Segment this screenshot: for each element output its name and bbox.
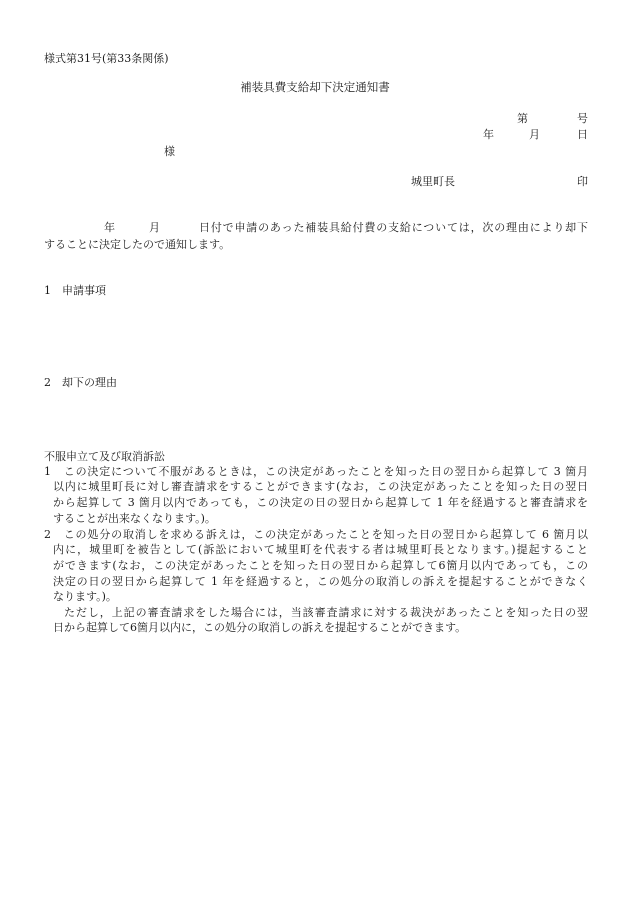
section-application-items: 1 申請事項	[44, 284, 106, 297]
date-year: 年	[483, 128, 494, 141]
appeal-item2-line5: なります。)。	[53, 590, 117, 603]
form-number: 様式第31号(第33条関係)	[44, 52, 169, 65]
appeal-proviso-line2: 日から起算して6箇月以内に，この処分の取消しの訴えを提起することができます。	[53, 621, 467, 634]
addressee-sama: 様	[164, 145, 175, 158]
intro-year: 年	[104, 221, 115, 234]
date-day: 日	[577, 128, 588, 141]
appeal-item1-line4: することが出来なくなります。)。	[53, 512, 216, 525]
appeal-item1-line2: 以内に城里町長に対し審査請求をすることができます(なお，この決定があったことを知った日の翌日	[53, 480, 588, 493]
document-title: 補装具費支給却下決定通知書	[240, 80, 390, 94]
doc-number-go: 号	[577, 112, 588, 125]
appeal-item1-line3: から起算して 3 箇月以内であっても，この決定の日の翌日から起算して 1 年を経過すると審査請求を	[53, 496, 588, 509]
appeal-item1-line1: 1 この決定について不服があるときは，この決定があったことを知った日の翌日から起算して 3 箇月	[44, 465, 588, 478]
section-rejection-reason: 2 却下の理由	[44, 376, 117, 389]
appeal-item2-line4: 決定の日の翌日から起算して 1 年を経過すると，この処分の取消しの訴えを提起することができなく	[53, 575, 588, 588]
date-month: 月	[529, 128, 540, 141]
intro-month: 月	[149, 221, 160, 234]
seal-mark: 印	[577, 175, 588, 188]
intro-line-2: することに決定したので通知します。	[44, 238, 231, 251]
appeal-heading: 不服申立て及び取消訴訟	[44, 450, 165, 463]
sender-name: 城里町長	[411, 175, 455, 188]
appeal-proviso-line1: ただし，上記の審査請求をした場合には，当該審査請求に対する裁決があったことを知った日の翌	[64, 606, 588, 619]
intro-line-1: 日付で申請のあった補装具給付費の支給については，次の理由により却下	[199, 221, 588, 234]
doc-number-dai: 第	[517, 112, 528, 125]
appeal-item2-line1: 2 この処分の取消しを求める訴えは，この決定があったことを知った日の翌日から起算して 6 箇月以	[44, 528, 588, 541]
appeal-item2-line2: 内に，城里町を被告として(訴訟において城里町を代表する者は城里町長となります。)提起すること	[53, 543, 588, 556]
appeal-item2-line3: ができます(なお，この決定があったことを知った日の翌日から起算して6箇月以内であっても，この	[53, 559, 588, 572]
